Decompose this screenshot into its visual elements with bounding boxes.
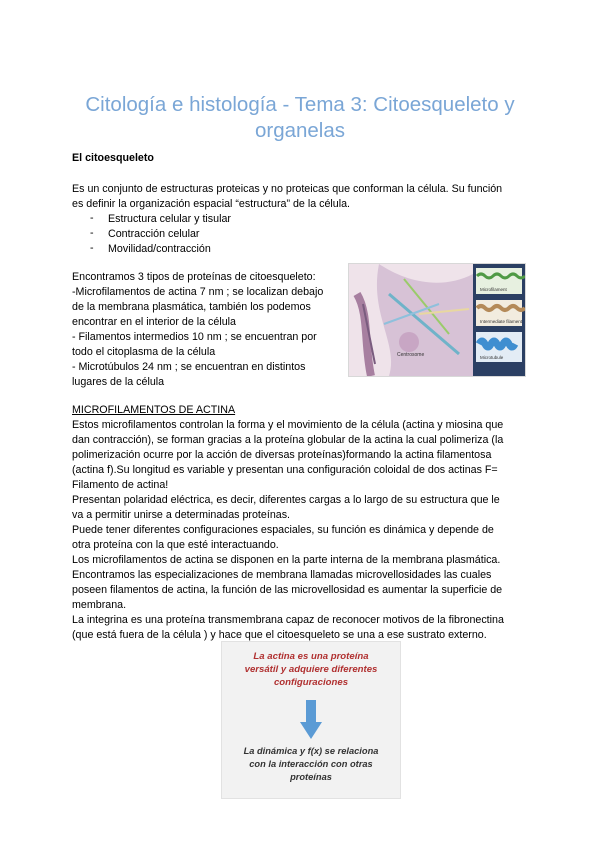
body-line: polimerización ocurre por la acción de diversas proteínas)formando la actina filamentosa [72,449,492,461]
types-line: encontrar en el interior de la célula [72,316,236,328]
body-line: membrana. [72,599,127,611]
list-item: Contracción celular [108,228,200,240]
figure-label-microtubule: Microtubule [480,355,504,360]
flow-bottom-line: con la interacción con otras [249,759,373,769]
body-line: (que está fuera de la célula ) y hace que el citoesqueleto se una a ese sustrato externo. [72,629,487,641]
down-arrow-icon [300,700,322,740]
body-line: Encontramos las especializaciones de membrana llamadas microvellosidades las cuales [72,569,492,581]
types-line: -Microfilamentos de actina 7 nm ; se localizan debajo [72,286,324,298]
bullet-dash: - [90,242,94,254]
figure-label-intermediate: Intermediate filament [480,319,523,324]
types-line: de la membrana plasmática, también los podemos [72,301,311,313]
flow-top-line: La actina es una proteína [253,651,369,662]
bullet-dash: - [90,212,94,224]
list-item: Movilidad/contracción [108,243,211,255]
types-line: - Filamentos intermedios 10 nm ; se encuentran por [72,331,317,343]
body-line: dan contracción), se forman gracias a la proteína globular de la actina la cual polimeriza (la [72,434,504,446]
intro-line-1: Es un conjunto de estructuras proteicas y no proteicas que conforman la célula. Su función [72,183,503,195]
types-line: Encontramos 3 tipos de proteínas de citoesqueleto: [72,271,316,283]
types-line: lugares de la célula [72,376,165,388]
body-line: poseen filamentos de actina, la función de las microvellosidad es aumentar la superficie de [72,584,503,596]
body-line: La integrina es una proteína transmembrana capaz de reconocer motivos de la fibronectina [72,614,504,626]
list-item: Estructura celular y tisular [108,213,231,225]
flow-bottom-line: La dinámica y f(x) se relaciona [243,746,379,756]
body-line: Puede tener diferentes configuraciones espaciales, su función es dinámica y depende de [72,524,494,536]
flow-top-line: versátil y adquiere diferentes [244,664,378,675]
page-title: Citología e histología - Tema 3: Citoesqueleto y organelas [85,93,515,142]
body-line: otra proteína con la que esté interactuando. [72,539,279,551]
flow-bottom-line: proteínas [290,772,332,782]
actin-flow-diagram [221,641,401,799]
section-heading-citoesqueleto: El citoesqueleto [72,152,154,164]
types-line: - Microtúbulos 24 nm ; se encuentran en distintos [72,361,306,373]
cytoskeleton-illustration [349,264,525,376]
body-line: Filamento de actina! [72,479,169,491]
bullet-dash: - [90,227,94,239]
flow-top-text [222,650,400,689]
body-line: Los microfilamentos de actina se disponen en la parte interna de la membrana plasmática. [72,554,501,566]
flow-top-line: configuraciones [273,677,349,688]
intro-line-2: es definir la organización espacial “estructura” de la célula. [72,198,351,210]
section-heading-microfilamentos: MICROFILAMENTOS DE ACTINA [72,404,236,416]
types-line: todo el citoplasma de la célula [72,346,216,358]
figure-label-microfilament: Microfilament [480,287,507,292]
body-line: Presentan polaridad eléctrica, es decir, diferentes cargas a lo largo de su estructura que le [72,494,500,506]
figure-label-centrosome: Centrosome [397,352,425,358]
body-line: va a permitir unirse a determinadas proteínas. [72,509,291,521]
cytoskeleton-figure [348,263,526,377]
flow-bottom-text [222,745,400,784]
body-line: (actina f).Su longitud es variable y presentan una configuración coloidal de dos actinas F= [72,464,498,476]
body-line: Estos microfilamentos controlan la forma y el movimiento de la célula (actina y miosina que [72,419,504,431]
